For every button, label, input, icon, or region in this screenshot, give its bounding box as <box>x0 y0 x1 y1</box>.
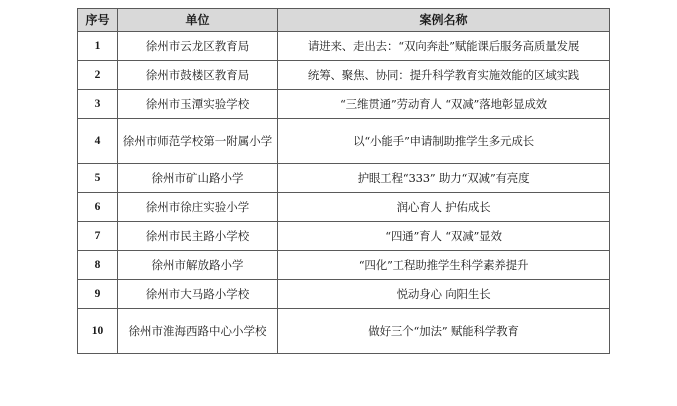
row-number: 1 <box>78 32 118 61</box>
header-row <box>78 9 610 32</box>
row-number: 5 <box>78 164 118 193</box>
header-number: 序号 <box>78 9 118 32</box>
row-unit: 徐州市民主路小学校 <box>118 222 278 251</box>
row-number: 6 <box>78 193 118 222</box>
header-case-name: 案例名称 <box>278 9 610 32</box>
row-case-name: 做好三个“加法” 赋能科学教育 <box>278 309 610 354</box>
table-row <box>78 193 610 222</box>
row-unit: 徐州市云龙区教育局 <box>118 32 278 61</box>
row-number: 8 <box>78 251 118 280</box>
row-number: 9 <box>78 280 118 309</box>
header-unit: 单位 <box>118 9 278 32</box>
case-table <box>77 8 610 354</box>
row-number: 4 <box>78 119 118 164</box>
row-case-name: 润心育人 护佑成长 <box>278 193 610 222</box>
table-row <box>78 309 610 354</box>
row-unit: 徐州市师范学校第一附属小学 <box>118 119 278 164</box>
row-unit: 徐州市鼓楼区教育局 <box>118 61 278 90</box>
row-unit: 徐州市淮海西路中心小学校 <box>118 309 278 354</box>
table-row <box>78 90 610 119</box>
row-unit: 徐州市解放路小学 <box>118 251 278 280</box>
row-case-name: 护眼工程“333” 助力“双减”有亮度 <box>278 164 610 193</box>
row-number: 10 <box>78 309 118 354</box>
row-number: 3 <box>78 90 118 119</box>
row-unit: 徐州市玉潭实验学校 <box>118 90 278 119</box>
table-row <box>78 280 610 309</box>
row-case-name: “四化”工程助推学生科学素养提升 <box>278 251 610 280</box>
table-row <box>78 61 610 90</box>
row-unit: 徐州市徐庄实验小学 <box>118 193 278 222</box>
row-number: 7 <box>78 222 118 251</box>
table-row <box>78 32 610 61</box>
table-row <box>78 164 610 193</box>
row-unit: 徐州市矿山路小学 <box>118 164 278 193</box>
row-case-name: 请进来、走出去：“双向奔赴”赋能课后服务高质量发展 <box>278 32 610 61</box>
row-unit: 徐州市大马路小学校 <box>118 280 278 309</box>
table-row <box>78 222 610 251</box>
row-case-name: “三维贯通”劳动育人 “双减”落地彰显成效 <box>278 90 610 119</box>
row-case-name: “四通”育人 “双减”显效 <box>278 222 610 251</box>
row-number: 2 <box>78 61 118 90</box>
row-case-name: 统筹、聚焦、协同：提升科学教育实施效能的区域实践 <box>278 61 610 90</box>
table-row <box>78 119 610 164</box>
row-case-name: 以“小能手”申请制助推学生多元成长 <box>278 119 610 164</box>
row-case-name: 悦动身心 向阳生长 <box>278 280 610 309</box>
table-row <box>78 251 610 280</box>
